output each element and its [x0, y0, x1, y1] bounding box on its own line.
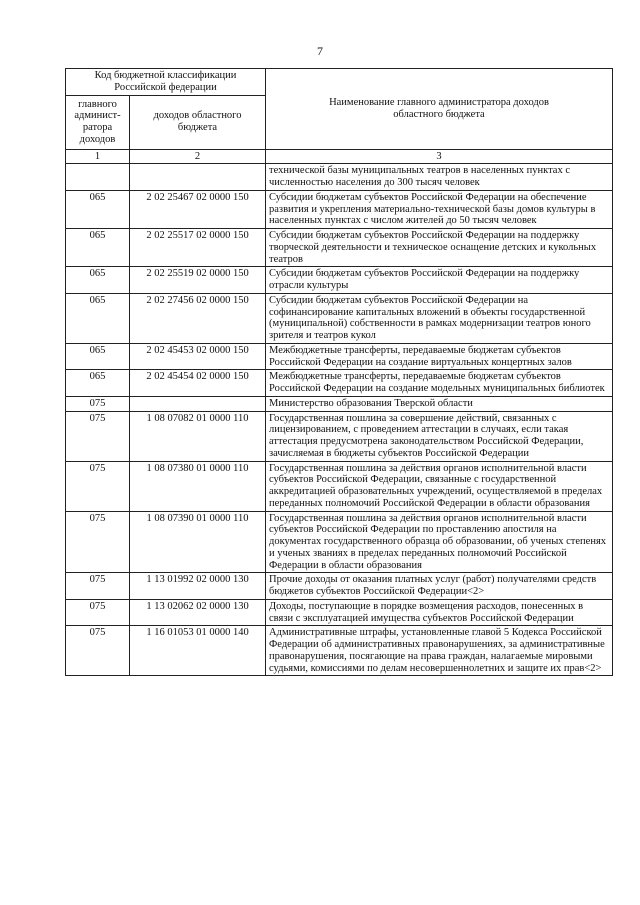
page-number: 7 [317, 44, 323, 58]
table-row [66, 573, 613, 600]
income-name-cell: технической базы муниципальных театров в населенных пунктах с численностью населения до 300 тысяч человек [266, 164, 613, 191]
admin-code-cell: 065 [66, 370, 130, 397]
admin-code-cell: 065 [66, 190, 130, 228]
table-row [66, 229, 613, 267]
income-code-cell: 1 16 01053 01 0000 140 [130, 626, 266, 676]
income-name-cell: Министерство образования Тверской области [266, 396, 613, 411]
column-number: 1 [66, 149, 130, 164]
column-number: 3 [266, 149, 613, 164]
table-header [66, 69, 613, 164]
header-income-code: доходов областного бюджета [130, 95, 266, 149]
income-code-cell: 2 02 25467 02 0000 150 [130, 190, 266, 228]
income-name-cell: Межбюджетные трансферты, передаваемые бюджетам субъектов Российской Федерации на создание модельных муниципальных библиотек [266, 370, 613, 397]
income-name-cell: Межбюджетные трансферты, передаваемые бюджетам субъектов Российской Федерации на создание виртуальных концертных залов [266, 343, 613, 370]
table-row [66, 411, 613, 461]
income-name-cell: Административные штрафы, установленные главой 5 Кодекса Российской Федерации об административных правонарушениях, за административные правонарушения, посягающие на права граждан, налагаемые мировыми судьями, комиссиями по делам несовершеннолетних и защите их прав<2> [266, 626, 613, 676]
table-row [66, 599, 613, 626]
admin-code-cell: 065 [66, 229, 130, 267]
table-row [66, 164, 613, 191]
income-name-cell: Государственная пошлина за действия органов исполнительной власти субъектов Российской Федерации, связанные с государственной аккредитацией образовательных учреждений, осуществляемой в пределах переданных полномочий Российской Федерации в области образования [266, 461, 613, 511]
admin-code-cell: 065 [66, 343, 130, 370]
income-code-cell [130, 396, 266, 411]
table-row [66, 396, 613, 411]
admin-code-cell [66, 164, 130, 191]
income-name-cell: Доходы, поступающие в порядке возмещения расходов, понесенных в связи с эксплуатацией имущества субъектов Российской Федерации [266, 599, 613, 626]
table-row [66, 511, 613, 573]
income-name-cell: Государственная пошлина за совершение действий, связанных с лицензированием, с проведением аттестации в случаях, если такая аттестация предусмотрена законодательством Российской Федерации, зачисляемая в бюджеты субъектов Российской Федерации [266, 411, 613, 461]
income-code-cell: 2 02 45454 02 0000 150 [130, 370, 266, 397]
header-admin-code: главного админист-ратора доходов [66, 95, 130, 149]
column-number-row [66, 149, 613, 164]
table-row [66, 293, 613, 343]
admin-code-cell: 075 [66, 599, 130, 626]
income-code-cell: 1 13 02062 02 0000 130 [130, 599, 266, 626]
admin-code-cell: 065 [66, 293, 130, 343]
header-classification-code: Код бюджетной классификации Российской федерации [66, 69, 266, 96]
income-code-cell: 2 02 45453 02 0000 150 [130, 343, 266, 370]
table-body [66, 164, 613, 676]
table-row [66, 461, 613, 511]
header-name-text: Наименование главного администратора доходов областного бюджета [329, 97, 549, 120]
income-name-cell: Субсидии бюджетам субъектов Российской Федерации на поддержку творческой деятельности и техническое оснащение детских и кукольных театров [266, 229, 613, 267]
header-name [266, 69, 613, 150]
income-name-cell: Субсидии бюджетам субъектов Российской Федерации на обеспечение развития и укрепления материально-технической базы домов культуры в населенных пунктах с числом жителей до 50 тысяч человек [266, 190, 613, 228]
income-code-cell: 2 02 25517 02 0000 150 [130, 229, 266, 267]
income-code-cell: 1 13 01992 02 0000 130 [130, 573, 266, 600]
admin-code-cell: 075 [66, 461, 130, 511]
admin-code-cell: 075 [66, 411, 130, 461]
income-code-cell [130, 164, 266, 191]
admin-code-cell: 075 [66, 396, 130, 411]
table-row [66, 370, 613, 397]
budget-classification-table [65, 68, 613, 676]
income-code-cell: 1 08 07082 01 0000 110 [130, 411, 266, 461]
income-code-cell: 1 08 07390 01 0000 110 [130, 511, 266, 573]
admin-code-cell: 075 [66, 573, 130, 600]
admin-code-cell: 075 [66, 626, 130, 676]
income-name-cell: Государственная пошлина за действия органов исполнительной власти субъектов Российской Федерации по проставлению апостиля на документах государственного образца об образовании, об ученых степенях и ученых званиях в пределах переданных полномочий Российской Федерации в области образования [266, 511, 613, 573]
table-row [66, 267, 613, 294]
admin-code-cell: 075 [66, 511, 130, 573]
income-name-cell: Субсидии бюджетам субъектов Российской Федерации на поддержку отрасли культуры [266, 267, 613, 294]
income-code-cell: 2 02 27456 02 0000 150 [130, 293, 266, 343]
income-name-cell: Субсидии бюджетам субъектов Российской Федерации на софинансирование капитальных вложений в объекты государственной (муниципальной) собственности в рамках модернизации театров юного зрителя и театров кукол [266, 293, 613, 343]
income-code-cell: 2 02 25519 02 0000 150 [130, 267, 266, 294]
table-row [66, 343, 613, 370]
table-row [66, 626, 613, 676]
table-row [66, 190, 613, 228]
admin-code-cell: 065 [66, 267, 130, 294]
column-number: 2 [130, 149, 266, 164]
income-name-cell: Прочие доходы от оказания платных услуг (работ) получателями средств бюджетов субъектов Российской Федерации<2> [266, 573, 613, 600]
income-code-cell: 1 08 07380 01 0000 110 [130, 461, 266, 511]
